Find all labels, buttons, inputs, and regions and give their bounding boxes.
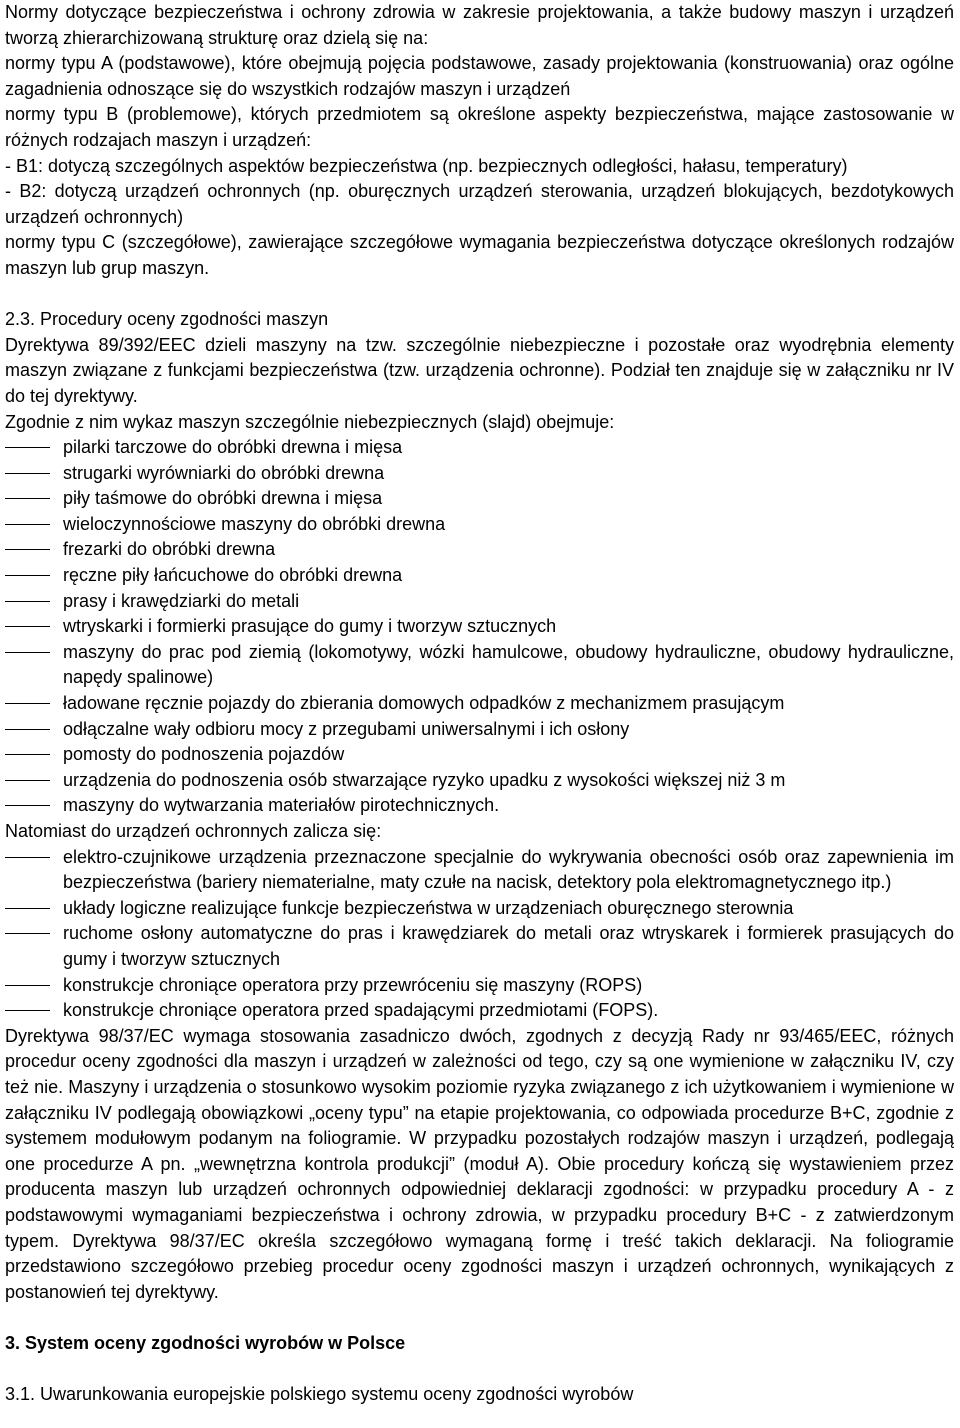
section-heading-2-3: 2.3. Procedury oceny zgodności maszyn — [5, 309, 329, 330]
list-item-text: prasy i krawędziarki do metali — [63, 590, 300, 611]
spacer — [5, 282, 954, 308]
list-item — [5, 896, 954, 922]
list-item-text: konstrukcje chroniące operatora przed spadającymi przedmiotami (FOPS). — [63, 1000, 659, 1021]
dash-bullet — [5, 652, 50, 653]
list-item — [5, 486, 954, 512]
dash-bullet — [5, 780, 50, 781]
list-item — [5, 589, 954, 615]
list-item-text: urządzenia do podnoszenia osób stwarzające ryzyko upadku z wysokości większej niż 3 m — [63, 769, 786, 790]
list-item-text: wieloczynnościowe maszyny do obróbki drewna — [63, 513, 446, 534]
dash-bullet — [5, 908, 50, 909]
dash-bullet — [5, 933, 50, 934]
dash-bullet — [5, 754, 50, 755]
list-item-text: pilarki tarczowe do obróbki drewna i mięsa — [63, 437, 403, 458]
list-item — [5, 973, 954, 999]
spacer — [5, 1356, 954, 1382]
norm-type-b: normy typu B (problemowe), których przedmiotem są określone aspekty bezpieczeństwa, mające zastosowanie w różnych rodzajach maszyn i urządzeń: — [5, 104, 954, 150]
list-item — [5, 691, 954, 717]
dash-bullet — [5, 447, 50, 448]
list-item-text: ręczne piły łańcuchowe do obróbki drewna — [63, 565, 403, 586]
norm-b1: - B1: dotyczą szczególnych aspektów bezpieczeństwa (np. bezpiecznych odległości, hałasu, temperatury) — [5, 155, 848, 176]
list-item-text: pomosty do podnoszenia pojazdów — [63, 744, 345, 765]
list-item-text: wtryskarki i formierki prasujące do gumy i tworzyw sztucznych — [63, 616, 557, 637]
protective-devices-intro: Natomiast do urządzeń ochronnych zalicza się: — [5, 821, 382, 841]
list-item — [5, 998, 954, 1024]
section-heading-3: 3. System oceny zgodności wyrobów w Polsce — [5, 1332, 406, 1353]
procedures-paragraph: Dyrektywa 98/37/EC wymaga stosowania zasadniczo dwóch, zgodnych z decyzją Rady nr 93/465/EEC, różnych procedur oceny zgodności dla maszyn i urządzeń w zależności od tego, czy są one wymienione w załączniku IV, czy też nie. Maszyny i urządzenia o stosunkowo wysokim poziomie ryzyka związanego z ich użytkowaniem i wymienione w załączniku IV podlegają obowiązkowi „oceny typu” na etapie projektowania, co odpowiada procedurze B+C, zgodnie z systemem modułowym podanym na foliogramie. W przypadku pozostałych rodzajów maszyn i urządzeń, podlegają one procedurze A pn. „wewnętrzna kontrola produkcji” (moduł A). Obie procedury kończą się wystawieniem przez producenta maszyn lub urządzeń ochronnych odpowiedniej deklaracji zgodności: w przypadku procedury A - z podstawowymi wymaganiami bezpieczeństwa i ochrony zdrowia, w przypadku procedury B+C - z zatwierdzonym typem. Dyrektywa 98/37/EC określa szczegółowo wymaganą formę i treść takich deklaracji. Na foliogramie przedstawiono szczegółowo przebieg procedur oceny zgodności maszyn i urządzeń ochronnych, wynikających z postanowień tej dyrektywy. — [5, 1025, 954, 1302]
dash-bullet — [5, 857, 50, 858]
list-item — [5, 640, 954, 691]
protective-devices-list — [5, 845, 954, 1024]
list-item-text: maszyny do prac pod ziemią (lokomotywy, wózki hamulcowe, obudowy hydrauliczne, obudowy hydrauliczne, napędy spalinowe) — [63, 641, 954, 688]
list-item — [5, 461, 954, 487]
list-item — [5, 537, 954, 563]
list-item-text: piły taśmowe do obróbki drewna i mięsa — [63, 488, 383, 509]
norm-type-c: normy typu C (szczegółowe), zawierające szczegółowe wymagania bezpieczeństwa dotyczące określonych rodzajów maszyn lub grup maszyn. — [5, 232, 954, 278]
dash-bullet — [5, 575, 50, 576]
list-item-text: frezarki do obróbki drewna — [63, 539, 276, 560]
dash-bullet — [5, 549, 50, 550]
dangerous-machines-list — [5, 435, 954, 819]
spacer — [5, 1305, 954, 1331]
norm-b2: - B2: dotyczą urządzeń ochronnych (np. oburęcznych urządzeń sterowania, urządzeń blokujących, bezdotykowych urządzeń ochronnych) — [5, 181, 954, 227]
dash-bullet — [5, 703, 50, 704]
dash-bullet — [5, 524, 50, 525]
dash-bullet — [5, 985, 50, 986]
list-item — [5, 512, 954, 538]
dangerous-machines-intro: Zgodnie z nim wykaz maszyn szczególnie niebezpiecznych (slajd) obejmuje: — [5, 411, 615, 432]
list-item — [5, 768, 954, 794]
list-item-text: odłączalne wały odbioru mocy z przegubami uniwersalnymi i ich osłony — [63, 718, 630, 739]
list-item-text: ruchome osłony automatyczne do pras i krawędziarek do metali oraz wtryskarek i formierek prasujących do gumy i tworzyw sztucznych — [63, 923, 954, 969]
dash-bullet — [5, 1010, 50, 1011]
list-item-text: elektro-czujnikowe urządzenia przeznaczone specjalnie do wykrywania obecności osób oraz zapewnienia im bezpieczeństwa (bariery niematerialne, maty czułe na nacisk, detektory pola elektromagnetycznego itp.) — [63, 846, 954, 893]
list-item-text: strugarki wyrówniarki do obróbki drewna — [63, 462, 385, 483]
list-item — [5, 742, 954, 768]
list-item-text: maszyny do wytwarzania materiałów pirotechnicznych. — [63, 795, 500, 816]
dash-bullet — [5, 498, 50, 499]
list-item — [5, 793, 954, 819]
norm-type-a: normy typu A (podstawowe), które obejmują pojęcia podstawowe, zasady projektowania (konstruowania) oraz ogólne zagadnienia odnoszące się do wszystkich rodzajów maszyn i urządzeń — [5, 53, 954, 99]
dash-bullet — [5, 805, 50, 806]
list-item — [5, 717, 954, 743]
intro-paragraph: Normy dotyczące bezpieczeństwa i ochrony zdrowia w zakresie projektowania, a także budowy maszyn i urządzeń tworzą zhierarchizowaną strukturę oraz dzielą się na: — [5, 2, 954, 48]
list-item-text: ładowane ręcznie pojazdy do zbierania domowych odpadków z mechanizmem prasującym — [63, 693, 785, 714]
list-item — [5, 563, 954, 589]
dash-bullet — [5, 601, 50, 602]
dash-bullet — [5, 729, 50, 730]
list-item-text: układy logiczne realizujące funkcje bezpieczeństwa w urządzeniach oburęcznego sterownia — [63, 897, 794, 918]
list-item — [5, 614, 954, 640]
directive-paragraph: Dyrektywa 89/392/EEC dzieli maszyny na tzw. szczególnie niebezpieczne i pozostałe oraz wyodrębnia elementy maszyn związane z funkcjami bezpieczeństwa (tzw. urządzenia ochronne). Podział ten znajduje się w załączniku nr IV do tej dyrektywy. — [5, 334, 954, 406]
dash-bullet — [5, 626, 50, 627]
list-item — [5, 435, 954, 461]
list-item-text: konstrukcje chroniące operatora przy przewróceniu się maszyny (ROPS) — [63, 974, 643, 995]
subsection-heading-3-1: 3.1. Uwarunkowania europejskie polskiego systemu oceny zgodności wyrobów — [5, 1384, 634, 1405]
dash-bullet — [5, 473, 50, 474]
list-item — [5, 845, 954, 896]
list-item — [5, 921, 954, 972]
